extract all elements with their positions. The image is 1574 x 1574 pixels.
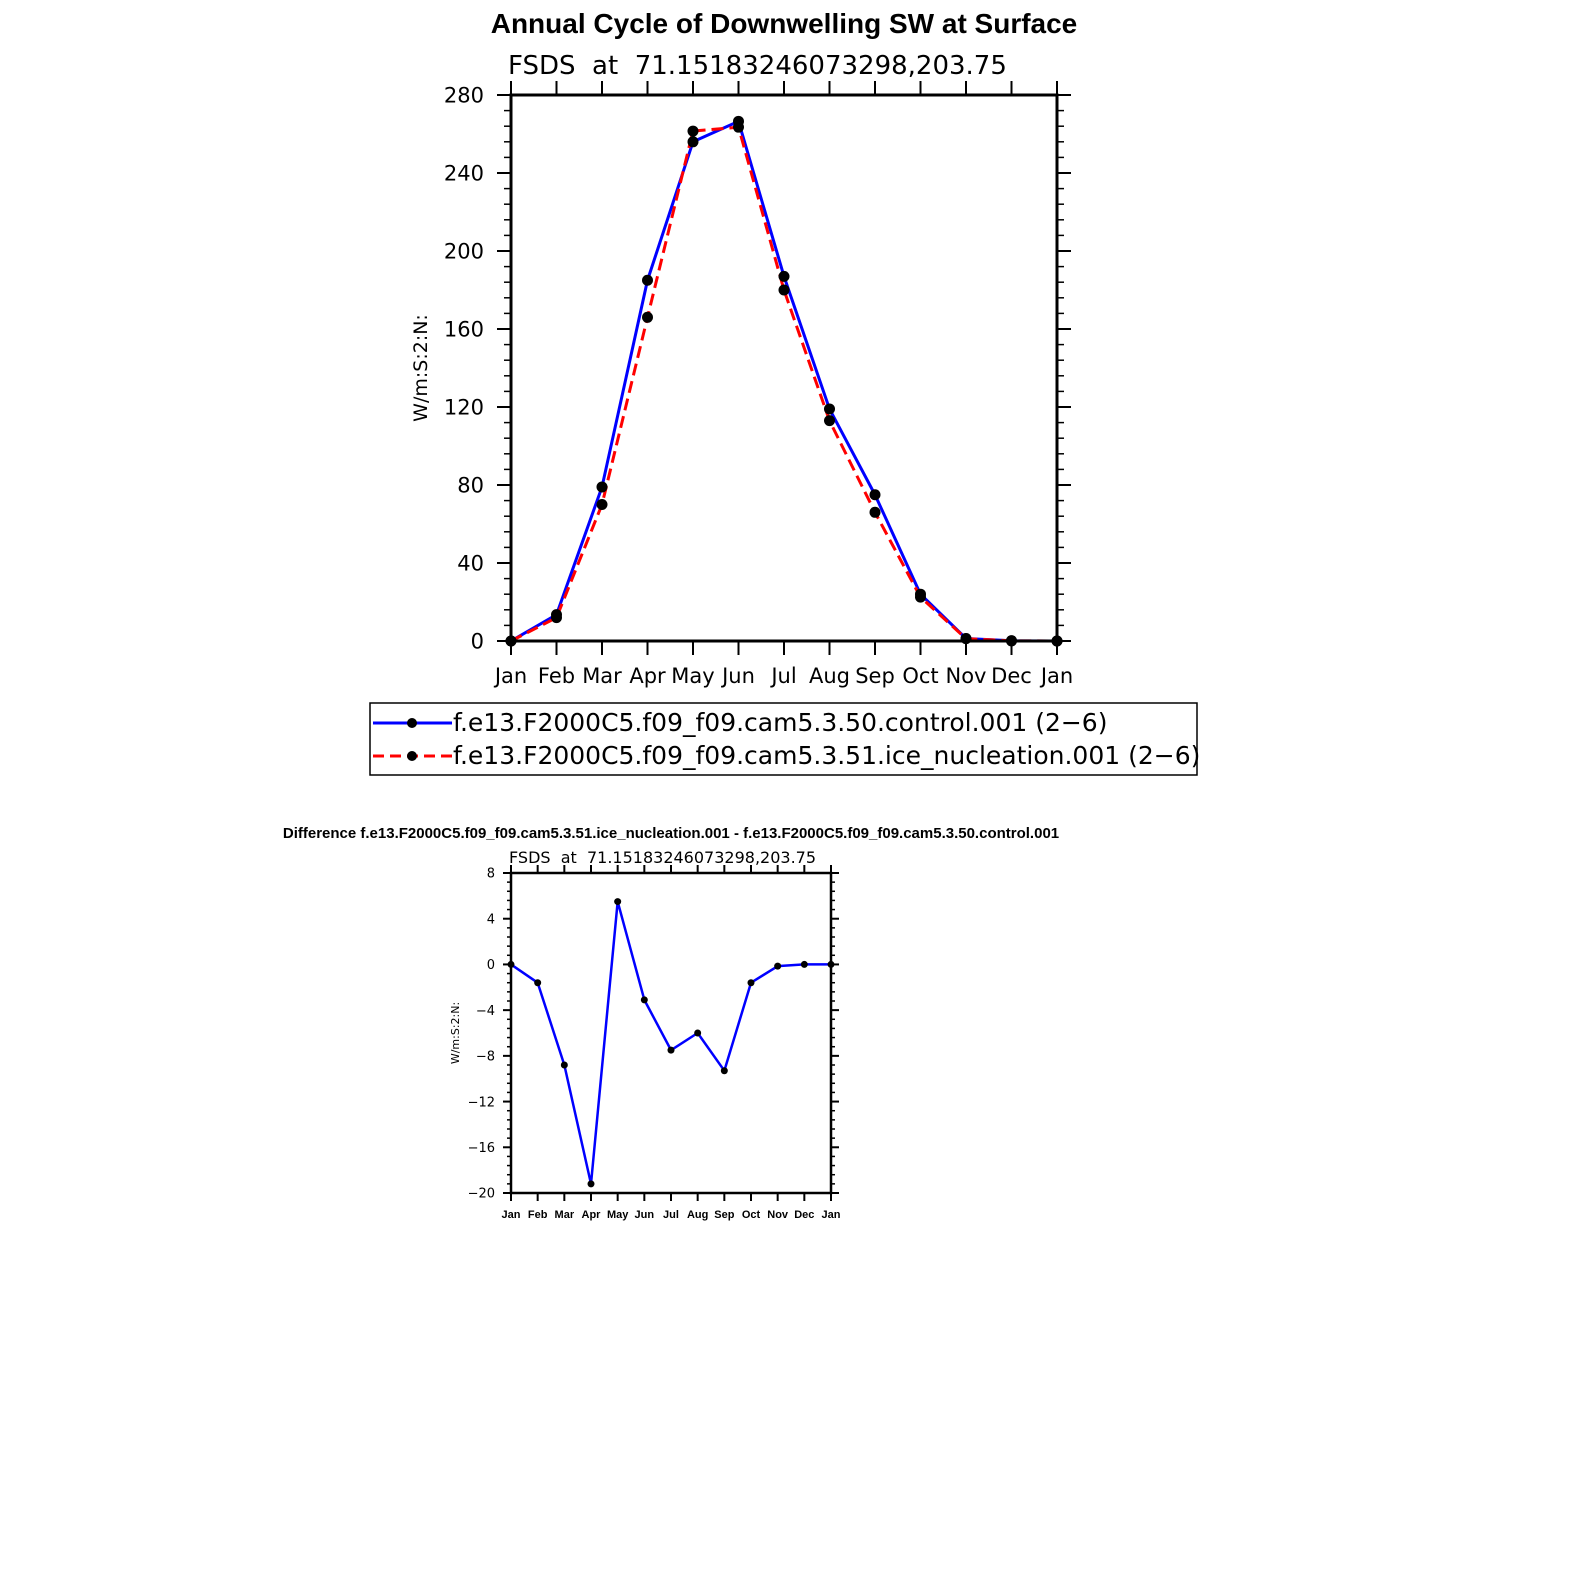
annual-cycle-chart — [410, 8, 1077, 688]
chart1-ylabel: W/m:S:2:N: — [410, 314, 432, 422]
chart1-plot-frame — [511, 95, 1057, 641]
chart2-y-tick-labels — [468, 867, 495, 1202]
y-tick-label: −16 — [467, 1140, 495, 1156]
y-tick-label: 40 — [457, 551, 484, 576]
series-line-1 — [511, 127, 1057, 641]
chart1-title: Annual Cycle of Downwelling SW at Surface — [490, 8, 1078, 39]
y-tick-label: 0 — [486, 958, 495, 974]
y-tick-label: −4 — [475, 1003, 495, 1019]
y-tick-label: 200 — [443, 239, 484, 264]
series-0-point — [614, 898, 621, 905]
legend-label-control: f.e13.F2000C5.f09_f09.cam5.3.50.control.001 (2−6) — [453, 708, 1108, 737]
series-line-0 — [511, 121, 1057, 641]
series-0-point — [870, 489, 881, 500]
x-tick-label: Mar — [554, 1209, 575, 1221]
series-0-point — [588, 1180, 595, 1187]
x-tick-label: Aug — [686, 1209, 709, 1221]
series-0-point — [774, 963, 781, 970]
series-0-point — [748, 979, 755, 986]
x-tick-label: Feb — [527, 1209, 548, 1221]
x-tick-label: Jan — [501, 1209, 521, 1221]
y-tick-label: −12 — [467, 1095, 495, 1111]
x-tick-label: May — [671, 664, 715, 688]
x-tick-label: Jul — [771, 664, 797, 688]
series-1-point — [915, 592, 926, 603]
series-1-point — [961, 633, 972, 644]
series-1-point — [597, 499, 608, 510]
series-0-point — [824, 403, 835, 414]
chart2-ylabel: W/m:S:2:N: — [449, 1001, 462, 1065]
x-tick-label: Nov — [767, 1209, 789, 1221]
chart1-x-tick-labels — [493, 664, 1073, 688]
y-tick-label: 160 — [443, 317, 484, 342]
chart1-ticks — [497, 81, 1071, 655]
series-1-point — [733, 122, 744, 133]
series-0-point — [642, 275, 653, 286]
y-tick-label: 8 — [486, 866, 495, 882]
x-tick-label: Dec — [794, 1209, 815, 1221]
legend-marker-ice-nucleation — [407, 751, 417, 761]
x-tick-label: Sep — [855, 664, 895, 688]
y-tick-label: 240 — [443, 161, 484, 186]
x-tick-label: Jun — [634, 1209, 655, 1221]
x-tick-label: Nov — [945, 664, 987, 688]
series-0-point — [561, 1062, 568, 1069]
y-tick-label: 0 — [470, 629, 484, 654]
series-0-point — [721, 1067, 728, 1074]
series-1-point — [551, 612, 562, 623]
series-0-point — [801, 961, 808, 968]
chart1-y-tick-labels — [444, 84, 484, 654]
x-tick-label: Oct — [902, 664, 939, 688]
series-1-point — [642, 312, 653, 323]
series-0-point — [668, 1047, 675, 1054]
chart2-x-tick-labels — [502, 1209, 841, 1221]
x-tick-label: Sep — [714, 1209, 735, 1221]
x-tick-label: Apr — [629, 664, 666, 688]
series-0-point — [641, 996, 648, 1003]
series-1-point — [870, 507, 881, 518]
y-tick-label: −20 — [467, 1186, 495, 1202]
y-tick-label: 280 — [443, 83, 484, 108]
series-0-point — [779, 271, 790, 282]
series-line-0 — [511, 902, 831, 1184]
x-tick-label: Feb — [537, 664, 576, 688]
x-tick-label: Jun — [722, 664, 755, 688]
legend-label-ice-nucleation: f.e13.F2000C5.f09_f09.cam5.3.51.ice_nucleation.001 (2−6) — [453, 741, 1201, 770]
chart1-series — [506, 116, 1063, 647]
x-tick-label: Aug — [808, 664, 851, 688]
x-tick-label: Jan — [1040, 664, 1074, 688]
x-tick-label: Jan — [821, 1209, 841, 1221]
series-0-point — [688, 136, 699, 147]
series-0-point — [534, 979, 541, 986]
x-tick-label: Dec — [991, 664, 1032, 688]
series-0-point — [694, 1030, 701, 1037]
x-tick-label: Mar — [582, 664, 622, 688]
series-0-point — [597, 481, 608, 492]
series-1-point — [688, 126, 699, 137]
x-tick-label: May — [606, 1209, 629, 1221]
chart1-legend — [370, 703, 1200, 775]
x-tick-label: Apr — [581, 1209, 601, 1221]
legend-marker-control — [407, 718, 417, 728]
x-tick-label: Jul — [663, 1209, 679, 1221]
chart2-title: Difference f.e13.F2000C5.f09_f09.cam5.3.51.ice_nucleation.001 - f.e13.F2000C5.f09_f09.cam5.3.50.control.001 — [282, 825, 1060, 842]
y-tick-label: 4 — [486, 912, 495, 928]
chart2-plot-frame — [511, 873, 831, 1193]
chart2-series — [508, 898, 835, 1187]
x-tick-label: Jan — [494, 664, 528, 688]
x-tick-label: Oct — [741, 1209, 761, 1221]
y-tick-label: 120 — [443, 395, 484, 420]
y-tick-label: 80 — [457, 473, 484, 498]
series-1-point — [779, 285, 790, 296]
series-1-point — [824, 415, 835, 426]
chart1-subtitle: FSDS at 71.15183246073298,203.75 — [508, 51, 1007, 81]
y-tick-label: −8 — [475, 1049, 495, 1065]
chart2-subtitle: FSDS at 71.15183246073298,203.75 — [509, 848, 817, 867]
difference-chart — [283, 825, 1059, 1221]
